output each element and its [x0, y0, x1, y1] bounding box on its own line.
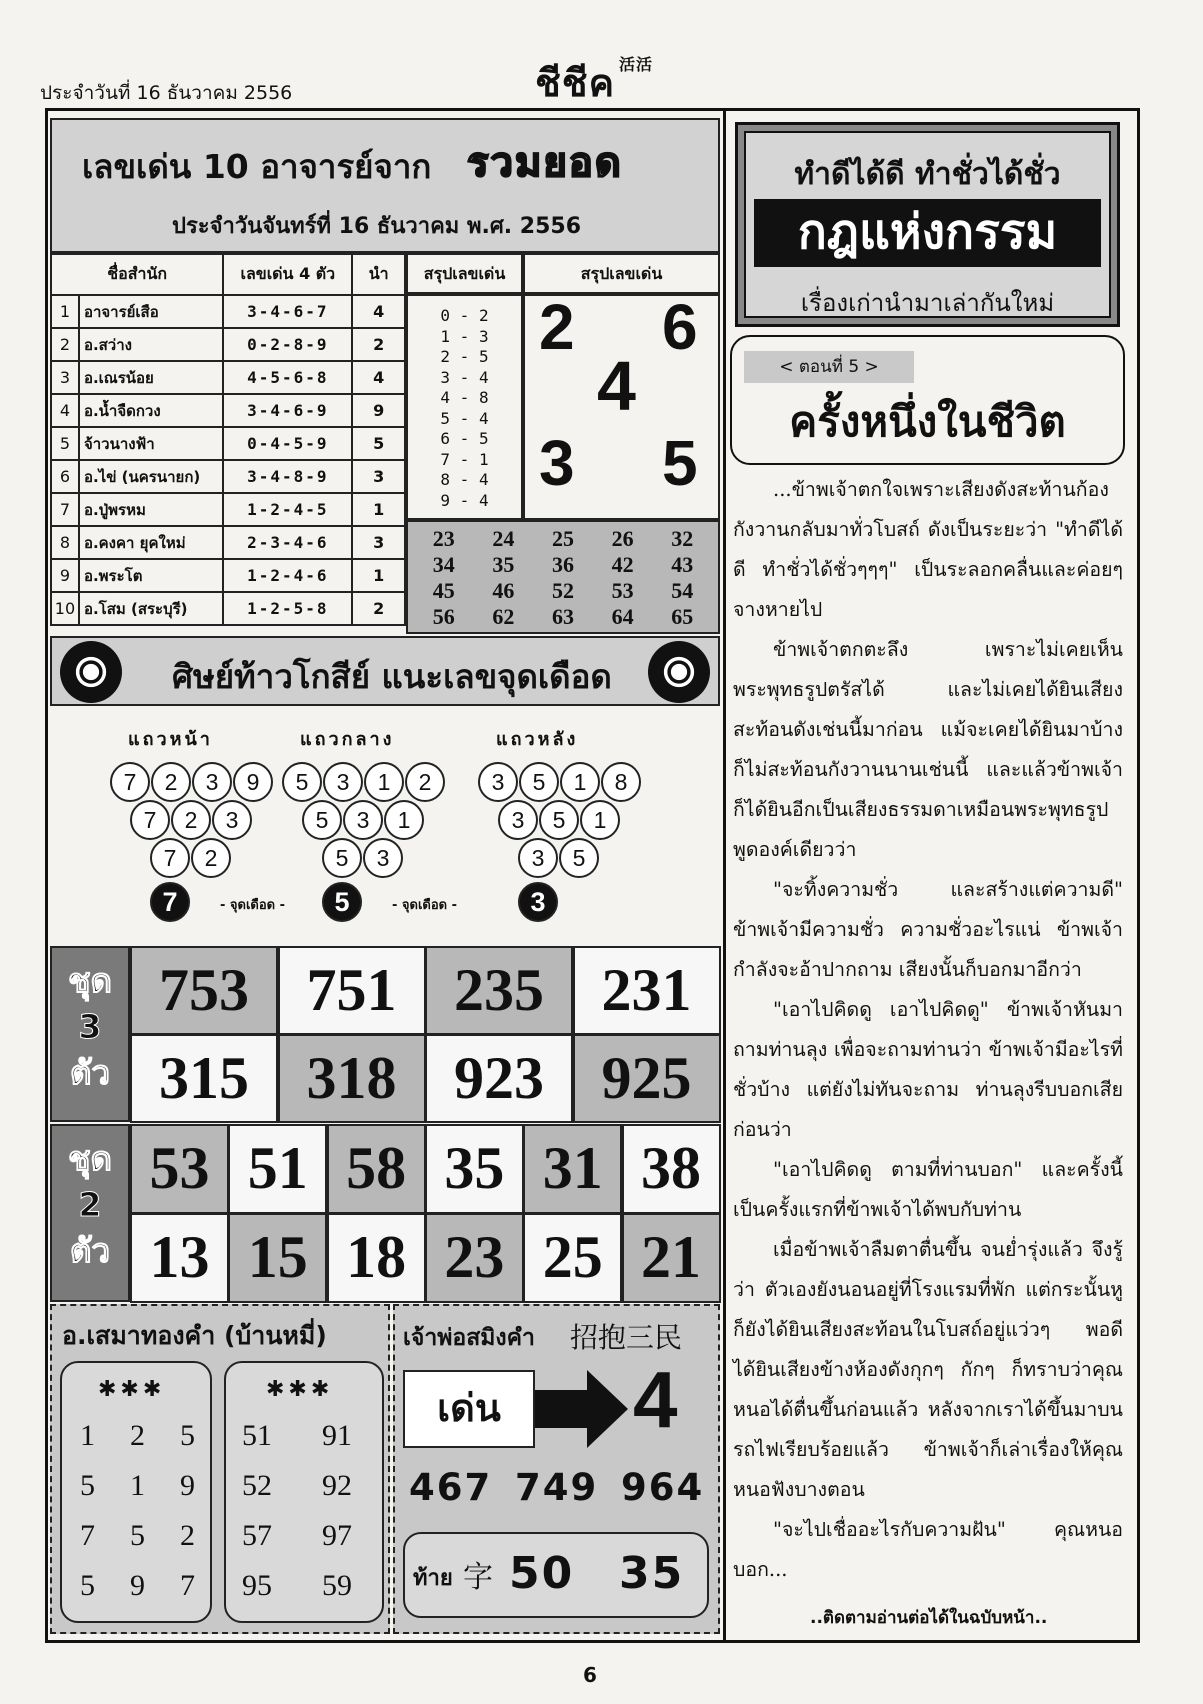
grid-number: 65 [671, 604, 694, 629]
sema-digit: 9 [180, 1469, 195, 1502]
pair-item: 0 - 2 [440, 306, 489, 325]
sema-digit: 5 [80, 1469, 95, 1502]
number-ball: 1 [580, 800, 620, 840]
sema-box [50, 1304, 390, 1634]
tail-box [403, 1532, 709, 1618]
row-number: 7 [51, 493, 79, 526]
sema-pair: 97 [322, 1519, 352, 1552]
set2-number: 13 [130, 1213, 229, 1303]
school-name: จ้าวนางฟ้า [79, 427, 223, 460]
set2-number: 31 [523, 1124, 622, 1214]
row-number: 5 [51, 427, 79, 460]
three-digit-3: 964 [621, 1466, 705, 1509]
row-number: 4 [51, 394, 79, 427]
sema-digit: 2 [180, 1519, 195, 1552]
karma-header [735, 122, 1120, 327]
set3-label-3: ตัว [70, 1053, 110, 1092]
grid-number: 23 [432, 526, 455, 551]
row-label: แถวหลัง [496, 729, 579, 750]
pair-item: 6 - 5 [440, 429, 489, 448]
number-ball: 5 [539, 800, 579, 840]
page-number: 6 [583, 1663, 597, 1687]
school-name: อ.โสม (สระบุรี) [79, 592, 223, 625]
grid-number: 36 [551, 552, 574, 577]
grid-number: 45 [432, 578, 455, 603]
tail-label: ท้าย [413, 1566, 453, 1591]
four-digits: 2-3-4-6 [223, 526, 352, 559]
set2-number: 38 [622, 1124, 721, 1214]
four-digits: 1-2-5-8 [223, 592, 352, 625]
row-number: 2 [51, 328, 79, 361]
starburst-icon [60, 641, 122, 703]
lead-digit: 4 [633, 1355, 678, 1444]
hot-digit-ball: 7 [150, 882, 190, 922]
top-box-brand: รวมยอด [467, 140, 623, 186]
pair-item: 4 - 8 [440, 388, 489, 407]
sema-pair: 51 [242, 1419, 272, 1452]
story-text [733, 470, 1123, 1590]
four-digits: 4-5-6-8 [223, 361, 352, 394]
lead-digit: 1 [352, 493, 405, 526]
set3-number: 925 [573, 1034, 721, 1123]
number-ball: 2 [191, 838, 231, 878]
number-ball: 1 [364, 762, 404, 802]
issue-date: ประจำวันที่ 16 ธันวาคม 2556 [40, 82, 293, 104]
grid-number: 46 [492, 578, 515, 603]
karma-bottom-line: เรื่องเก่านำมาเล่ากันใหม่ [800, 289, 1055, 317]
summary-pairs [406, 294, 523, 520]
hot-banner [50, 636, 720, 706]
table-row [51, 295, 405, 328]
episode-number: < ตอนที่ 5 > [744, 351, 914, 383]
tail-number-1: 50 [509, 1548, 575, 1599]
sema-title: อ.เสมาทองคำ (บ้านหมี่) [62, 1321, 327, 1350]
lead-digit: 4 [352, 361, 405, 394]
starburst-icon [648, 641, 710, 703]
four-digits: 3-4-6-9 [223, 394, 352, 427]
number-ball: 3 [498, 800, 538, 840]
table-row [51, 592, 405, 625]
set2-number: 51 [228, 1124, 327, 1214]
school-name: อ.สว่าง [79, 328, 223, 361]
top-box-subtitle: ประจำวันจันทร์ที่ 16 ธันวาคม พ.ศ. 2556 [172, 214, 582, 239]
lead-digit: 9 [352, 394, 405, 427]
big-digit-tl: 2 [539, 291, 575, 363]
teachers-table [50, 253, 406, 626]
grid-number: 32 [671, 526, 694, 551]
lead-digit: 2 [352, 592, 405, 625]
number-ball: 7 [110, 762, 150, 802]
col-header-summary-2: สรุปเลขเด่น [523, 253, 720, 294]
number-ball: 2 [151, 762, 191, 802]
number-ball: 8 [601, 762, 641, 802]
set2-number: 18 [327, 1213, 426, 1303]
hot-label: - จุดเดือด - [392, 898, 458, 913]
tail-cjk: 字 [463, 1560, 493, 1595]
sema-digit: 7 [80, 1519, 95, 1552]
sema-digit: 9 [130, 1569, 145, 1602]
grid-number: 34 [432, 552, 455, 577]
four-digits: 3-4-8-9 [223, 460, 352, 493]
set2-number: 21 [622, 1213, 721, 1303]
set3-number: 315 [130, 1034, 278, 1123]
arrow-right-icon [535, 1368, 630, 1450]
number-ball: 7 [150, 838, 190, 878]
stars-icon: ✱✱✱ [98, 1377, 166, 1402]
set2-number: 53 [130, 1124, 229, 1214]
row-label: แถวกลาง [300, 729, 395, 750]
grid-number: 62 [492, 604, 515, 629]
sema-pair: 57 [242, 1519, 272, 1552]
sema-digit: 2 [130, 1419, 145, 1452]
three-digit-2: 749 [515, 1466, 599, 1509]
pair-item: 8 - 4 [440, 470, 489, 489]
grid-number: 43 [671, 552, 694, 577]
grid-number: 53 [611, 578, 634, 603]
lead-label: เด่น [403, 1370, 535, 1448]
stars-icon: ✱✱✱ [266, 1377, 334, 1402]
table-row [51, 493, 405, 526]
sema-digit: 1 [80, 1419, 95, 1452]
school-name: อ.คงคา ยุคใหม่ [79, 526, 223, 559]
col-header-name: ชื่อสำนัก [51, 254, 223, 295]
four-digits: 0-2-8-9 [223, 328, 352, 361]
number-ball: 5 [519, 762, 559, 802]
set2-label-2: 2 [78, 1185, 102, 1224]
pair-item: 3 - 4 [440, 367, 489, 387]
four-digits: 1-2-4-5 [223, 493, 352, 526]
pair-item: 5 - 4 [440, 408, 489, 428]
story-paragraph: เมื่อข้าพเจ้าลืมตาตื่นขึ้น จนย่ำรุ่งแล้ว จึงรู้ว่า ตัวเองยังนอนอยู่ที่โรงแรมที่พัก แต่กระนั้นหูก็ยังได้ยินเสียงสะท้อนในโบสถ์อยู่แว่วๆ พอดีได้ยินเสียงข้างห้องดังกุกๆ กักๆ ก็ทราบว่าคุณหนอได้ตื่นขึ้นก่อนแล้ว หลังจากเราได้ขึ้นมาบนรถไฟเรียบร้อยแล้ว ข้าพเจ้าก็เล่าเรื่องให้คุณหนอฟังบางตอน [733, 1238, 1123, 1501]
row-label: แถวหน้า [128, 729, 213, 750]
number-ball: 3 [323, 762, 363, 802]
col-header-summary-1: สรุปเลขเด่น [406, 253, 523, 294]
set2-number: 35 [425, 1124, 524, 1214]
episode-title: ครั้งหนึ่งในชีวิต [789, 397, 1066, 446]
lead-digit: 3 [352, 526, 405, 559]
set3-number: 231 [573, 946, 721, 1035]
sema-digit: 5 [130, 1519, 145, 1552]
continue-note: ..ติดตามอ่านต่อได้ในฉบับหน้า.. [810, 1608, 1048, 1628]
set3-label-1: ชุด [68, 961, 112, 1000]
number-ball: 5 [559, 838, 599, 878]
grid-number: 52 [551, 578, 574, 603]
hot-banner-title: ศิษย์ท้าวโกสีย์ แนะเลขจุดเดือด [172, 657, 612, 696]
four-digits: 3-4-6-7 [223, 295, 352, 328]
big-digit-bl: 3 [539, 427, 575, 499]
masthead-text: ชีชีค [535, 60, 616, 105]
pair-item: 2 - 5 [440, 347, 489, 366]
set3-number: 751 [278, 946, 426, 1035]
sema-pair: 59 [322, 1569, 352, 1602]
table-row [51, 526, 405, 559]
grid-number: 35 [492, 552, 515, 577]
school-name: อ.พระโต [79, 559, 223, 592]
hot-digit-ball: 5 [322, 882, 362, 922]
set2-number: 58 [327, 1124, 426, 1214]
four-digits: 0-4-5-9 [223, 427, 352, 460]
number-ball: 3 [343, 800, 383, 840]
grid-number: 24 [492, 526, 515, 551]
sema-left-card [60, 1361, 212, 1623]
sema-pair: 95 [242, 1569, 272, 1602]
lead-digit: 3 [352, 460, 405, 493]
sema-pair: 91 [322, 1419, 352, 1452]
story-paragraph: "เอาไปคิดดู ตามที่ท่านบอก" และครั้งนี้เป็นครั้งแรกที่ข้าพเจ้าได้พบกับท่าน [733, 1158, 1123, 1221]
karma-title: กฎแห่งกรรม [754, 199, 1101, 267]
set2-label-1: ชุด [68, 1139, 112, 1178]
chaopo-cjk: 招抱三民 [570, 1321, 683, 1354]
row-number: 8 [51, 526, 79, 559]
number-ball: 3 [212, 800, 252, 840]
number-ball: 1 [384, 800, 424, 840]
number-ball: 3 [363, 838, 403, 878]
number-ball: 3 [478, 762, 518, 802]
number-ball: 5 [282, 762, 322, 802]
hot-label: - จุดเดือด - [220, 898, 286, 913]
school-name: อ.ไข่ (นครนายก) [79, 460, 223, 493]
set2-label [50, 1124, 130, 1302]
set3-label-2: 3 [78, 1007, 102, 1046]
grid-number: 25 [551, 526, 574, 551]
set3-number: 235 [425, 946, 573, 1035]
table-row [51, 394, 405, 427]
col-header-lead: นำ [352, 254, 405, 295]
summary-big-digits [523, 291, 720, 520]
set3-number: 318 [278, 1034, 426, 1123]
tail-number-2: 35 [619, 1548, 685, 1599]
number-ball: 7 [130, 800, 170, 840]
school-name: อาจารย์เสือ [79, 295, 223, 328]
hot-digit-ball: 3 [518, 882, 558, 922]
grid-number: 64 [611, 604, 634, 629]
grid-number: 54 [671, 578, 694, 603]
lead-digit: 2 [352, 328, 405, 361]
lead-digit: 1 [352, 559, 405, 592]
big-digit-br: 5 [662, 427, 698, 499]
number-ball: 1 [560, 762, 600, 802]
chaopo-box [393, 1304, 720, 1634]
row-number: 10 [51, 592, 79, 625]
story-paragraph: "เอาไปคิดดู เอาไปคิดดู" ข้าพเจ้าหันมาถามท่านลุง เพื่อจะถามท่านว่า ข้าพเจ้ามีอะไรที่ชั่วบ้าง แต่ยังไม่ทันจะถาม ท่านลุงรีบบอกเสียก่อนว่า [733, 998, 1123, 1141]
summary-number-grid [406, 520, 720, 634]
set3-number: 923 [425, 1034, 573, 1123]
sema-digit: 1 [130, 1469, 145, 1502]
big-digit-tr: 6 [662, 291, 698, 363]
lead-digit: 5 [352, 427, 405, 460]
four-digits: 1-2-4-6 [223, 559, 352, 592]
masthead-cjk: 活活 [619, 55, 654, 74]
big-digit-center: 4 [597, 347, 636, 425]
sema-digit: 5 [80, 1569, 95, 1602]
set3-label [50, 946, 130, 1122]
sema-digit: 5 [180, 1419, 195, 1452]
grid-number: 63 [551, 604, 574, 629]
top-box-header [50, 118, 720, 253]
row-number: 6 [51, 460, 79, 493]
story-paragraph: ...ข้าพเจ้าตกใจเพราะเสียงดังสะท้านก้องกังวานกลับมาทั่วโบสถ์ ดังเป็นระยะว่า "ทำดีได้ดี ทำชั่วได้ชั่วๆๆๆ" เป็นระลอกคลื่นและค่อยๆ จางหายไป [733, 478, 1123, 621]
table-row [51, 559, 405, 592]
number-ball: 3 [192, 762, 232, 802]
row-number: 9 [51, 559, 79, 592]
karma-top-line: ทำดีได้ดี ทำชั่วได้ชั่ว [794, 157, 1061, 192]
masthead-logo [535, 52, 653, 113]
set2-number: 23 [425, 1213, 524, 1303]
school-name: อ.น้ำจืดกวง [79, 394, 223, 427]
number-ball: 2 [171, 800, 211, 840]
top-box-title: เลขเด่น 10 อาจารย์จาก [82, 147, 432, 186]
story-paragraph: ข้าพเจ้าตกตะลึง เพราะไม่เคยเห็นพระพุทธรูปตรัสได้ และไม่เคยได้ยินเสียงสะท้อนดังเช่นนี้มาก่อน แม้จะเคยได้ยินมาบ้าง ก็ไม่สะท้อนกังวานนานเช่นนี้ และแล้วข้าพเจ้าก็ได้ยินอีกเป็นเสียงธรรมดาเหมือนพระพุทธรูปพูดองค์เดียวว่า [733, 638, 1123, 861]
grid-number: 42 [611, 552, 634, 577]
table-row [51, 460, 405, 493]
sema-digit: 7 [180, 1569, 195, 1602]
row-number: 1 [51, 295, 79, 328]
pair-item: 9 - 4 [440, 490, 489, 510]
three-digit-1: 467 [409, 1466, 493, 1509]
story-paragraph: "จะไปเชื่ออะไรกับความฝัน" คุณหนอบอก... [733, 1518, 1123, 1581]
school-name: อ.เณรน้อย [79, 361, 223, 394]
row-number: 3 [51, 361, 79, 394]
episode-box [730, 335, 1125, 465]
pair-item: 1 - 3 [440, 326, 489, 346]
grid-number: 26 [611, 526, 634, 551]
pair-item: 7 - 1 [440, 449, 489, 469]
set3-number: 753 [130, 946, 278, 1035]
sema-pair: 52 [242, 1469, 272, 1502]
table-row [51, 427, 405, 460]
column-divider [723, 110, 726, 1642]
sema-pair: 92 [322, 1469, 352, 1502]
set2-number: 15 [228, 1213, 327, 1303]
chaopo-title: เจ้าพ่อสมิงคำ [403, 1325, 535, 1351]
number-ball: 2 [405, 762, 445, 802]
number-ball: 3 [518, 838, 558, 878]
number-ball: 5 [302, 800, 342, 840]
col-header-digits: เลขเด่น 4 ตัว [223, 254, 352, 295]
set2-label-3: ตัว [70, 1231, 110, 1270]
number-ball: 9 [233, 762, 273, 802]
grid-number: 56 [432, 604, 455, 629]
school-name: อ.ปู่พรหม [79, 493, 223, 526]
sema-right-card [224, 1361, 384, 1623]
set2-number: 25 [523, 1213, 622, 1303]
story-paragraph: "จะทิ้งความชั่ว และสร้างแต่ความดี" ข้าพเจ้ามีความชั่ว ความชั่วอะไรแน่ ข้าพเจ้ากำลังจะอ้าปากถาม เสียงนั้นก็บอกมาอีกว่า [733, 878, 1123, 981]
lead-digit: 4 [352, 295, 405, 328]
number-ball: 5 [322, 838, 362, 878]
hot-number-balls [50, 710, 720, 945]
table-row [51, 361, 405, 394]
table-row [51, 328, 405, 361]
